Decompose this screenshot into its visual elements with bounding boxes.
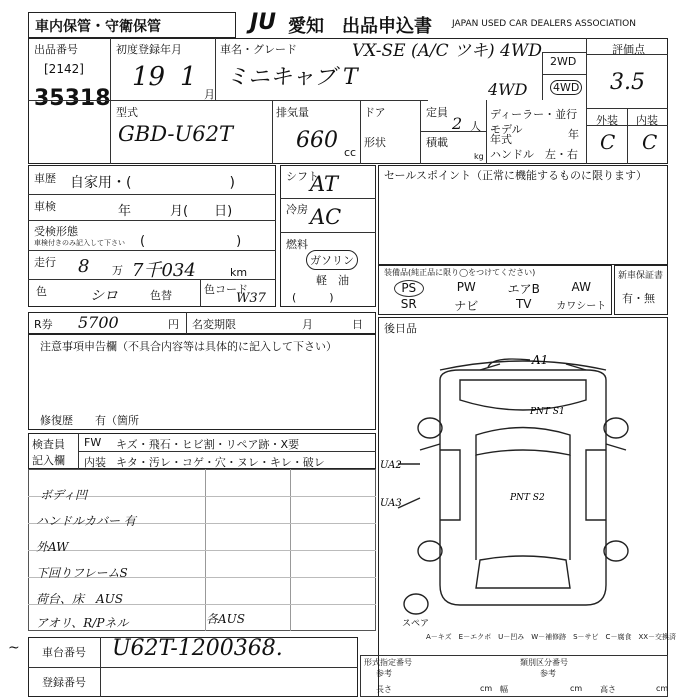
color-value: シロ (90, 288, 118, 304)
wheel-fr (604, 418, 628, 438)
reg-month: 1 (180, 62, 197, 92)
equip-airbag: エアB (507, 282, 540, 296)
remark-2: ハンドルカバー 有 (36, 514, 136, 528)
equip-leather: カワシート (556, 301, 607, 312)
spec-cm-2: cm (570, 684, 583, 693)
recycle-unit: 円 (168, 318, 179, 331)
spec-cm-3: cm (656, 684, 669, 693)
ju-logo: JU (250, 10, 277, 35)
remark-5: 荷台、床 AUS (36, 592, 124, 606)
capacity-unit: 人 (470, 120, 481, 133)
form-subtitle: JAPAN USED CAR DEALERS ASSOCIATION (452, 19, 636, 29)
load-label: 積載 (426, 136, 448, 149)
checker-int: 内装 (84, 456, 106, 469)
grade-text: VX-SE (A/C ツキ) 4WD (352, 41, 542, 61)
inspection-label: 車検 (34, 200, 56, 213)
storage-badge-text: 車内保管・守衛保管 (35, 19, 161, 35)
spec-label-2: 類別区分番号 (520, 658, 568, 667)
ext-grade: C (600, 130, 616, 154)
ac-label: 冷房 (286, 203, 308, 216)
chassis-label: 車台番号 (42, 646, 86, 659)
expiry-day: 日 (352, 318, 363, 331)
diagram-s2: PNT S2 (510, 493, 545, 503)
repair-history: 修復歴 有（箇所 (40, 414, 139, 427)
registration-label: 登録番号 (42, 676, 86, 689)
receipt-note: 車検付きのみ記入して下さい (34, 239, 125, 247)
color-change-label: 色替 (150, 289, 172, 302)
expiry-month: 月 (302, 318, 313, 331)
model-label: 型式 (116, 106, 138, 119)
remark-extra: 各AUS (206, 612, 246, 626)
ext-label: 外装 (596, 114, 618, 127)
checker-row1: キズ・飛石・ヒビ割・リペア跡・X要 (116, 438, 300, 451)
handle-label: ハンドル 左・右 (490, 148, 578, 161)
year-unit: 年 (568, 128, 579, 141)
stray-mark: ~ (8, 640, 20, 656)
diagram-a1: A1 (532, 353, 549, 367)
hood-outline (460, 380, 586, 410)
wheel-rr (604, 541, 628, 561)
model-year-label: モデル (490, 123, 523, 136)
disp-value: 660 (296, 128, 338, 153)
spec-label-1: 形式指定番号 (364, 658, 412, 667)
shift-value: AT (310, 172, 339, 196)
score-label: 評価点 (612, 43, 645, 56)
mileage-man: 8 (78, 256, 90, 277)
disp-label: 排気量 (276, 106, 309, 119)
model-value: GBD-U62T (118, 122, 233, 146)
reg-year: 19 (132, 62, 166, 92)
car-damage-diagram (380, 330, 666, 630)
fuel-diesel: 軽 油 (316, 274, 349, 287)
equip-navi: ナビ (454, 299, 479, 313)
diagram-spare: スペア (402, 619, 430, 629)
spec-width: 幅 (500, 685, 508, 694)
warranty-value: 有・無 (622, 292, 655, 305)
color-code: W37 (236, 291, 266, 306)
shift-label: シフト (286, 170, 319, 183)
history-value: 自家用・( ) (70, 175, 235, 191)
capacity-label: 定員 (426, 106, 448, 119)
checker-label-2: 記入欄 (32, 454, 65, 467)
ac-value: AC (310, 205, 342, 229)
expiry-label: 名変期限 (192, 318, 236, 331)
dealer-label: ディーラー・並行 (490, 108, 578, 121)
spec-height: 高さ (600, 685, 616, 694)
sales-label: セールスポイント（正常に機能するものに限ります） (384, 169, 648, 182)
int-label: 内装 (636, 114, 658, 127)
rear-cabin-outline (476, 556, 570, 588)
chassis-value: U62T-1200368. (112, 636, 283, 661)
equip-sr: SR (400, 297, 417, 311)
int-grade: C (642, 130, 658, 154)
color-code-label: 色コード (204, 283, 248, 296)
warranty-label: 新車保証書 (618, 271, 664, 281)
storage-badge (28, 12, 236, 38)
history-label: 車歴 (34, 172, 56, 185)
name-label: 車名・グレード (220, 43, 297, 56)
wheel-rl (418, 541, 442, 561)
equip-aw: AW (571, 280, 591, 294)
notes-label: 注意事項申告欄（不具合内容等は具体的に記入して下さい） (40, 340, 337, 353)
mileage-unit: km (230, 266, 248, 279)
year-label: 年式 (490, 133, 512, 146)
wheel-fl (418, 418, 442, 438)
windshield-outline (476, 428, 570, 456)
car-name: ミニキャブ T (226, 65, 358, 90)
drive-text: 4WD (488, 80, 528, 99)
remark-3: 外AW (36, 540, 69, 554)
load-unit: kg (474, 152, 484, 161)
shape-label: 形状 (364, 136, 386, 149)
inspection-value: 年 月( 日) (118, 204, 233, 219)
receipt-value: ( ) (140, 234, 242, 249)
diagram-s1: PNT S1 (530, 407, 565, 417)
door-label: ドア (364, 106, 386, 119)
reg-label: 初度登録年月 (116, 43, 182, 56)
equip-ps: PS (394, 280, 424, 297)
remark-4: 下回りフレームS (36, 566, 128, 580)
fuel-gas: ガソリン (306, 250, 358, 270)
drive-2wd: 2WD (550, 55, 577, 68)
spec-length: 長さ (376, 685, 392, 694)
diagram-ua2: UA2 (380, 460, 402, 471)
equip-tv: TV (515, 297, 532, 311)
spec-ref-1: 参考 (376, 669, 392, 678)
mileage-man-unit: 万 (112, 264, 123, 277)
recycle-value: 5700 (78, 313, 119, 332)
drive-4wd: 4WD (550, 80, 582, 95)
disp-unit: cc (344, 146, 357, 159)
checker-row2: キタ・汚レ・コゲ・穴・ヌレ・キレ・破レ (116, 456, 325, 469)
diagram-ua3: UA3 (380, 498, 402, 509)
reg-month-unit: 月 (204, 88, 215, 101)
checker-fw: FW (84, 436, 102, 449)
fuel-label: 燃料 (286, 238, 308, 251)
org-name: 愛知 (288, 16, 324, 37)
capacity-value: 2 (452, 114, 463, 133)
fuel-other: ( ) (292, 291, 334, 304)
receipt-label: 受検形態 (34, 225, 78, 238)
after-goods-label: 後日品 (384, 322, 417, 335)
equipment-label: 装備品(純正品に限り◯をつけてください) (384, 268, 536, 277)
spec-cm-1: cm (480, 684, 493, 693)
legend-line-1: A－キズ E－エクボ U－凹み W－補修跡 S－サビ C－腐食 XX－交換済 (426, 633, 677, 641)
body-outline (440, 370, 606, 605)
equipment-grid (380, 280, 610, 312)
remark-6: アオリ、R/Pネル (36, 616, 129, 630)
color-label: 色 (36, 285, 47, 298)
lot-label: 出品番号 (34, 43, 78, 56)
lot-box: [2142] (44, 62, 84, 76)
mileage-label: 走行 (34, 256, 56, 269)
recycle-label: R券 (34, 318, 53, 331)
form-title: 出品申込書 (342, 16, 432, 37)
mileage-rest: 7千034 (132, 260, 196, 281)
equip-pw: PW (456, 280, 476, 294)
score-value: 3.5 (610, 70, 645, 95)
spare-tire (404, 594, 428, 614)
lot-number: 35318 (34, 86, 111, 111)
checker-label-1: 検査員 (32, 438, 65, 451)
remark-1: ボディ凹 (40, 488, 88, 502)
spec-ref-2: 参考 (540, 669, 556, 678)
